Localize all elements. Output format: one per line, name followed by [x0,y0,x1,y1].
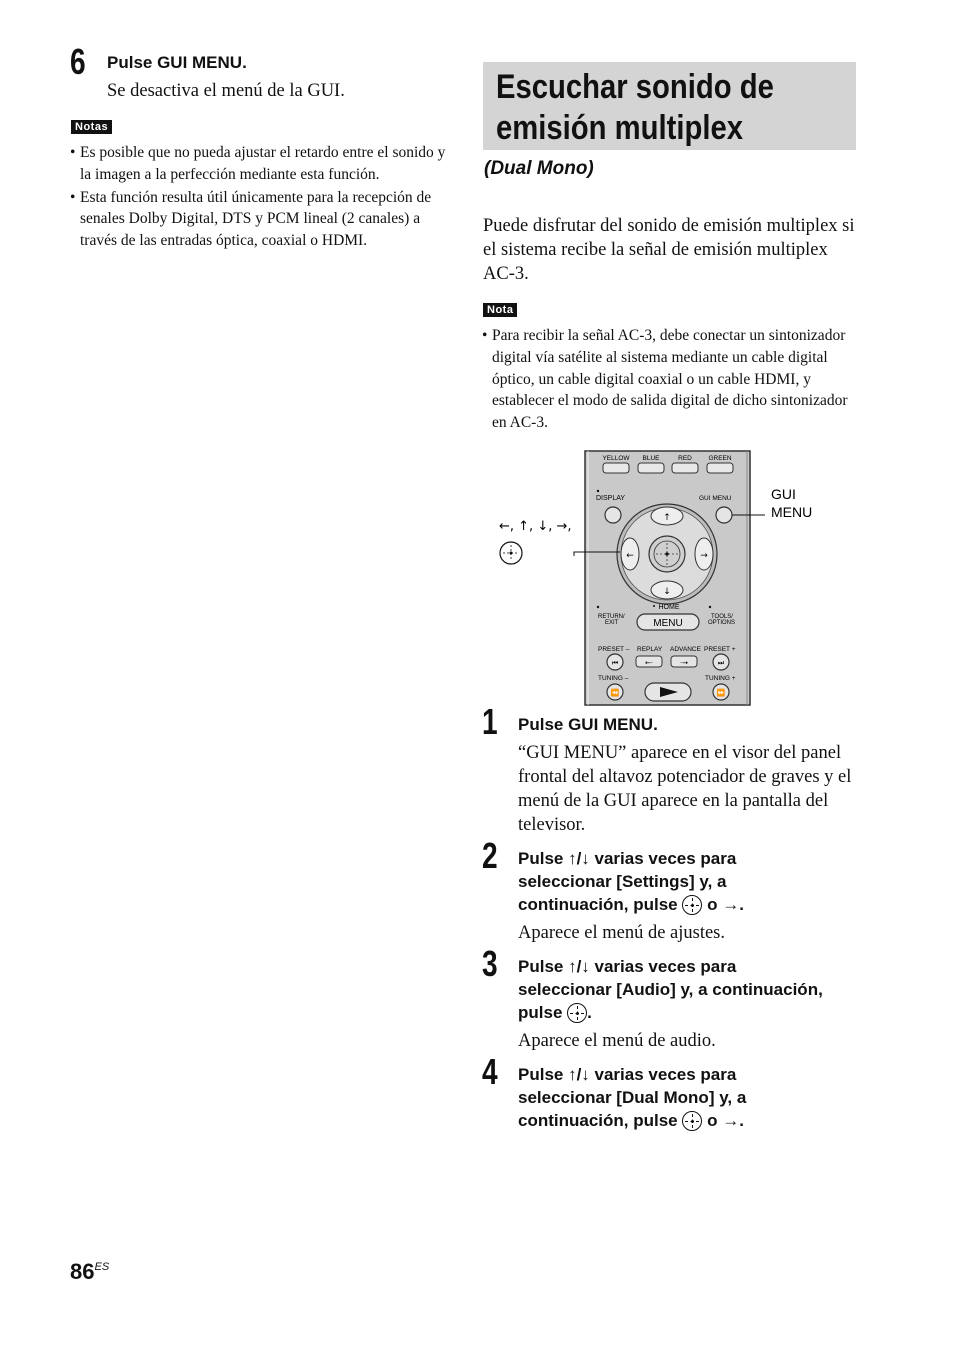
display-label: DISPLAY [596,495,626,502]
step-3-heading-line: Pulse ↑/↓ varias veces para [518,957,737,976]
page-number-suffix: ES [94,1261,110,1273]
red-button[interactable] [672,463,698,473]
enter-icon [682,1111,702,1131]
section-subtitle: (Dual Mono) [484,158,594,179]
prev-track-icon: ⏮ [611,659,619,667]
intro-paragraph: Puede disfrutar del sonido de emisión multiplex si el sistema recibe la señal de emisión multiplex AC-3. [483,216,855,284]
blue-label: BLUE [642,455,660,462]
step-6-text: Se desactiva el menú de la GUI. [107,81,345,101]
home-label: HOME [658,604,680,611]
yellow-button[interactable] [603,463,629,473]
green-label: GREEN [708,455,732,462]
callout-gui-label-1: GUI [771,486,796,502]
page-number [70,1259,109,1285]
rewind-icon: ⏪ [610,689,620,697]
red-label: RED [678,455,692,462]
note-badge: Nota [483,303,517,317]
tuning-minus-label: TUNING – [598,675,629,682]
notes-badge: Notas [71,120,112,134]
page-number-value: 86 [70,1259,95,1284]
step-1-text: “GUI MENU” aparece en el visor del panel frontal del altavoz potenciador de graves y el menú de la GUI aparece en la pantalla del televisor. [518,743,852,835]
step-4-heading-line: Pulse ↑/↓ varias veces para [518,1065,737,1084]
step-3-number: 3 [482,943,498,984]
remote-control-illustration [470,448,860,708]
advance-label: ADVANCE [670,646,701,653]
preset-minus-label: PRESET – [598,646,630,653]
advance-icon: ·→ [679,659,689,667]
step-2-text: Aparece el menú de ajustes. [518,923,726,943]
menu-label: MENU [653,618,683,629]
step-2-heading-line: continuación, pulse o →. [518,895,744,914]
tuning-plus-label: TUNING + [705,675,736,682]
step-2-number: 2 [482,835,498,876]
step-1-number: 1 [482,701,498,742]
callout-arrows-label: ←, ↑, ↓, →, [499,519,572,534]
exit-label: EXIT [605,620,619,626]
blue-button[interactable] [638,463,664,473]
step-3-heading-line: seleccionar [Audio] y, a continuación, [518,980,823,999]
step-4-heading-line: continuación, pulse o →. [518,1111,744,1130]
step-4-heading-line: seleccionar [Dual Mono] y, a [518,1088,747,1107]
section-title-box [483,62,856,150]
note-item: • Es posible que no pueda ajustar el retardo entre el sonido y la imagen a la perfección mediante esta función. [70,142,450,186]
enter-icon [567,1003,587,1023]
replay-icon: ←· [644,659,654,667]
section-title-line1: Escuchar sonido de [496,68,774,106]
display-button[interactable] [605,507,621,523]
step-3-heading [518,955,863,1024]
step-3-heading-line: pulse . [518,1003,592,1022]
step-3-text: Aparece el menú de audio. [518,1031,716,1051]
step-6-heading: Pulse GUI MENU. [107,53,247,72]
step-1-heading: Pulse GUI MENU. [518,715,658,734]
green-button[interactable] [707,463,733,473]
down-arrow-icon: ↓ [663,587,671,597]
right-arrow-icon: → [700,551,708,561]
preset-plus-label: PRESET + [704,646,736,653]
step-2-heading-line: seleccionar [Settings] y, a [518,872,727,891]
enter-icon [682,895,702,915]
tools-label: TOOLS/ [711,614,733,620]
yellow-label: YELLOW [602,455,630,462]
note-item: • Esta función resulta útil únicamente para la recepción de senales Dolby Digital, DTS y PCM lineal (2 canales) a través de las entradas óptica, coaxial o HDMI. [70,187,450,252]
gui-menu-button[interactable] [716,507,732,523]
fast-forward-icon: ⏩ [716,689,726,697]
section-title-line2: emisión multiplex [496,109,743,147]
notes-list [70,142,450,253]
step-4-number: 4 [482,1051,498,1092]
step-4-heading [518,1063,863,1132]
options-label: OPTIONS [708,620,736,626]
note-list [482,325,858,435]
left-arrow-icon: ← [626,551,634,561]
return-label: RETURN/ [598,614,625,620]
callout-gui-label-2: MENU [771,504,813,520]
next-track-icon: ⏭ [717,659,725,667]
step-2-heading-line: Pulse ↑/↓ varias veces para [518,849,737,868]
up-arrow-icon: ↑ [663,513,671,523]
step-6-number: 6 [70,41,86,82]
gui-menu-label: GUI MENU [699,495,732,502]
note-item: • Para recibir la señal AC-3, debe conectar un sintonizador digital vía satélite al sistema mediante un cable digital óptico, un cable digital coaxial o un cable HDMI, y establecer el modo de salida digital de dicho sintonizador en AC-3. [482,325,858,434]
replay-label: REPLAY [637,646,663,653]
step-2-heading [518,847,863,916]
